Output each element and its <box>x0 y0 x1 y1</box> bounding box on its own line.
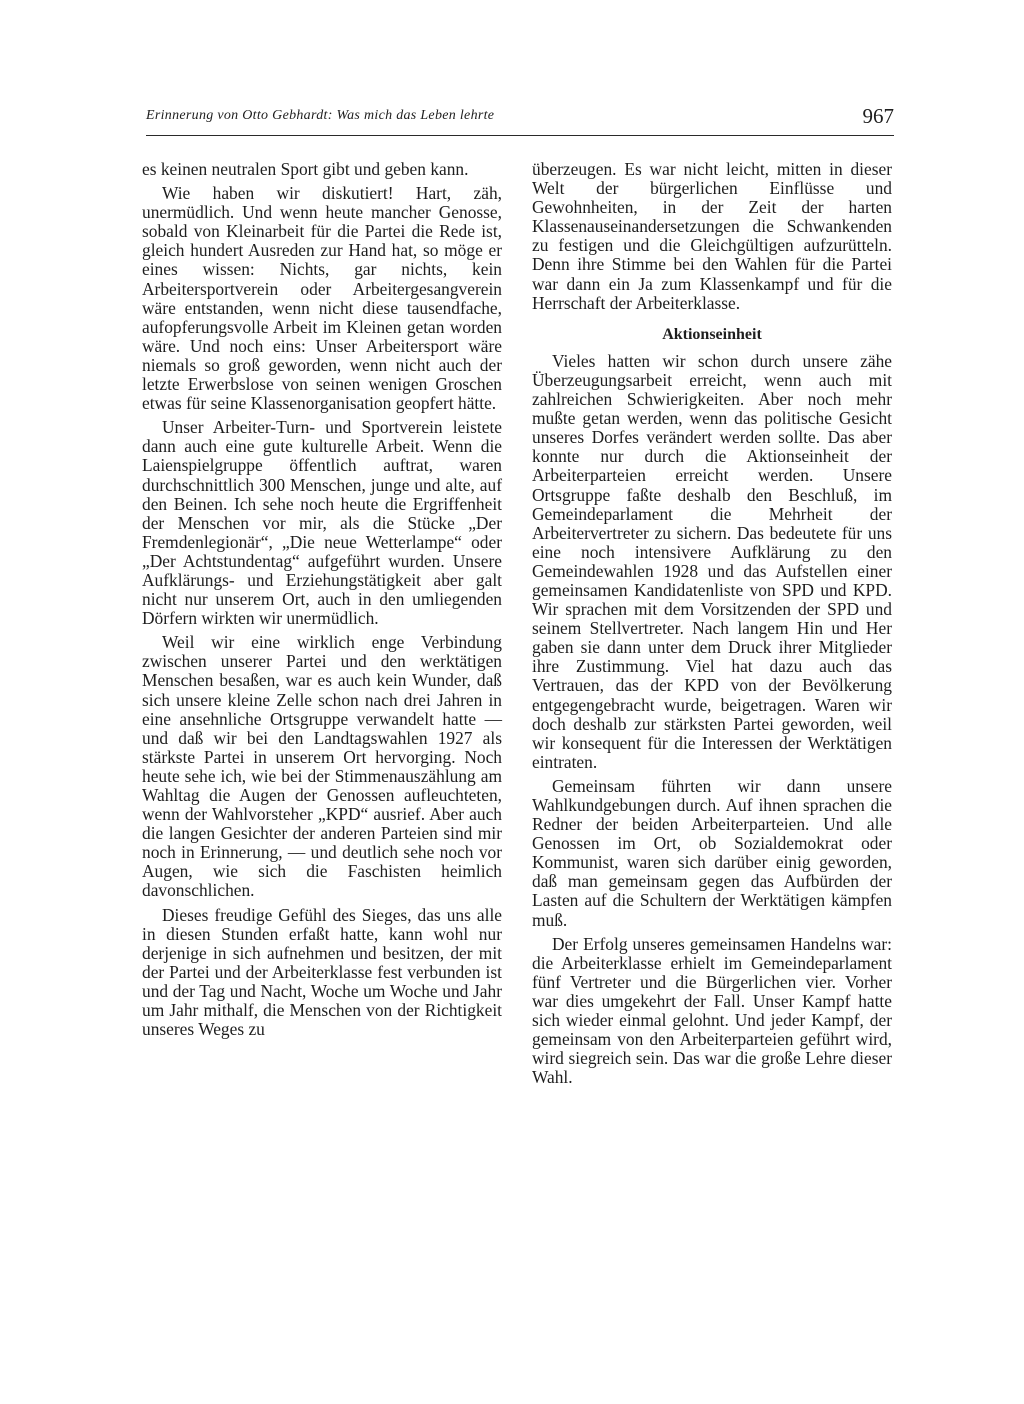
section-heading: Aktionseinheit <box>662 325 762 343</box>
paragraph: Unser Arbeiter-Turn- und Sportverein leistete dann auch eine gute kulturelle Arbeit. Wenn die Laienspielgruppe öffentlich auftrat, waren durchschnittlich 300 Menschen, junge und alte, auf den Beinen. Ich sehe noch heute die Ergriffenheit der Menschen vor mir, als die Stücke „Der Fremdenlegionär“, „Die neue Wetterlampe“ oder „Der Achtstundentag“ aufgeführt wurden. Unsere Aufklärungs- und Erziehungstätigkeit aber galt nicht nur unserem Ort, auch in den umliegenden Dörfern wirkten wir unermüdlich. <box>142 417 502 629</box>
page-number: 967 <box>862 104 894 128</box>
header-rule <box>146 135 894 136</box>
page-header <box>146 104 894 136</box>
paragraph: Dieses freudige Gefühl des Sieges, das uns alle in diesen Stunden erfaßt hatte, kann wohl nur derjenige in sich aufnehmen und besitzen, der mit der Partei und der Arbeiterklasse fest verbunden ist und der Tag und Nacht, Woche um Woche und Jahr um Jahr mithalf, die Menschen von der Richtigkeit unseres Weges zu <box>142 904 502 1040</box>
paragraph: Gemeinsam führten wir dann unsere Wahlkundgebungen durch. Auf ihnen sprachen die Redner der beiden Arbeiterparteien. Und alle Genossen im Ort, ob Sozialdemokrat oder Kommunist, waren sich darüber einig geworden, daß man gemeinsam gegen das Aufbürden der Lasten auf die Schultern der Werktätigen kämpfen muß. <box>532 775 892 930</box>
paragraph: überzeugen. Es war nicht leicht, mitten in dieser Welt der bürgerlichen Einflüsse und Gewohnheiten, in der Zeit der harten Klassenauseinandersetzungen die Schwankenden zu festigen und die Gleichgültigen aufzurütteln. Denn ihre Stimme bei den Wahlen für die Partei war dann ein Ja zum Klassenkampf und für die Herrschaft der Arbeiterklasse. <box>532 159 892 313</box>
paragraph: Der Erfolg unseres gemeinsamen Handelns war: die Arbeiterklasse erhielt im Gemeindeparlament fünf Vertreter und die Bürgerlichen vier. Vorher war dies umgekehrt der Fall. Unser Kampf hatte sich wieder einmal gelohnt. Und jeder Kampf, der gemeinsam von den Arbeiterparteien geführt wird, wird siegreich sein. Das war die große Lehre dieser Wahl. <box>532 933 892 1088</box>
paragraph: Weil wir eine wirklich enge Verbindung zwischen unserer Partei und den werktätigen Menschen besaßen, war es auch kein Wunder, daß sich unsere kleine Zelle schon nach drei Jahren in eine ansehnliche Ortsgruppe verwandelt hatte — und daß wir bei den Landtagswahlen 1927 als stärkste Partei in unserem Ort hervorging. Noch heute sehe ich, wie bei der Stimmenauszählung am Wahltag die Augen der Genossen aufleuchteten, wenn der Wahlvorsteher „KPD“ ausrief. Aber auch die langen Gesichter der anderen Parteien sind mir noch in Erinnerung, — und deutlich sehe noch vor Augen, wie sich die Faschisten heimlich davonschlichen. <box>142 632 502 901</box>
right-column <box>532 160 892 1092</box>
paragraph: es keinen neutralen Sport gibt und geben kann. <box>142 159 469 179</box>
running-title: Erinnerung von Otto Gebhardt: Was mich das Leben lehrte <box>146 108 495 123</box>
paragraph: Wie haben wir diskutiert! Hart, zäh, unermüdlich. Und wenn heute mancher Genosse, sobald von Kleinarbeit für die Partei die Rede ist, gleich hundert Ausreden zur Hand hat, so möge er eines wissen: Nichts, gar nichts, kein Arbeitersportverein oder Arbeitergesangverein wäre entstanden, wenn nicht diese tausendfache, aufopferungsvolle Arbeit im Kleinen getan worden wäre. Und noch eins: Unser Arbeitersport wäre niemals so groß geworden, wenn nicht auch der letzte Erwerbslose von seinen wenigen Groschen etwas für seine Klassenorganisation geopfert hätte. <box>142 183 502 414</box>
left-column <box>142 160 502 1044</box>
paragraph: Vieles hatten wir schon durch unsere zähe Überzeugungsarbeit erreicht, wenn auch mit zahlreichen Schwierigkeiten. Aber noch mehr mußte getan werden, wenn das politische Gesicht unseres Dorfes verändert werden sollte. Das aber konnte nur durch die Aktionseinheit der Arbeiterparteien erreicht werden. Unsere Ortsgruppe faßte deshalb den Beschluß, im Gemeindeparlament die Mehrheit der Arbeitervertreter zu sichern. Das bedeutete für uns eine noch intensivere Aufklärung zu den Gemeindewahlen 1928 und das Aufstellen einer gemeinsamen Kandidatenliste von SPD und KPD. Wir sprachen mit dem Vorsitzenden der SPD und seinem Stellvertreter. Nach langem Hin und Her gaben sie dann unter dem Druck ihrer Mitglieder ihre Zustimmung. Viel hat dazu auch das Vertrauen, das der KPD von der Bevölkerung entgegengebracht wurde, beigetragen. Waren wir doch deshalb zur stärksten Partei geworden, weil wir konsequent für die Interessen der Werktätigen eintraten. <box>532 350 892 772</box>
